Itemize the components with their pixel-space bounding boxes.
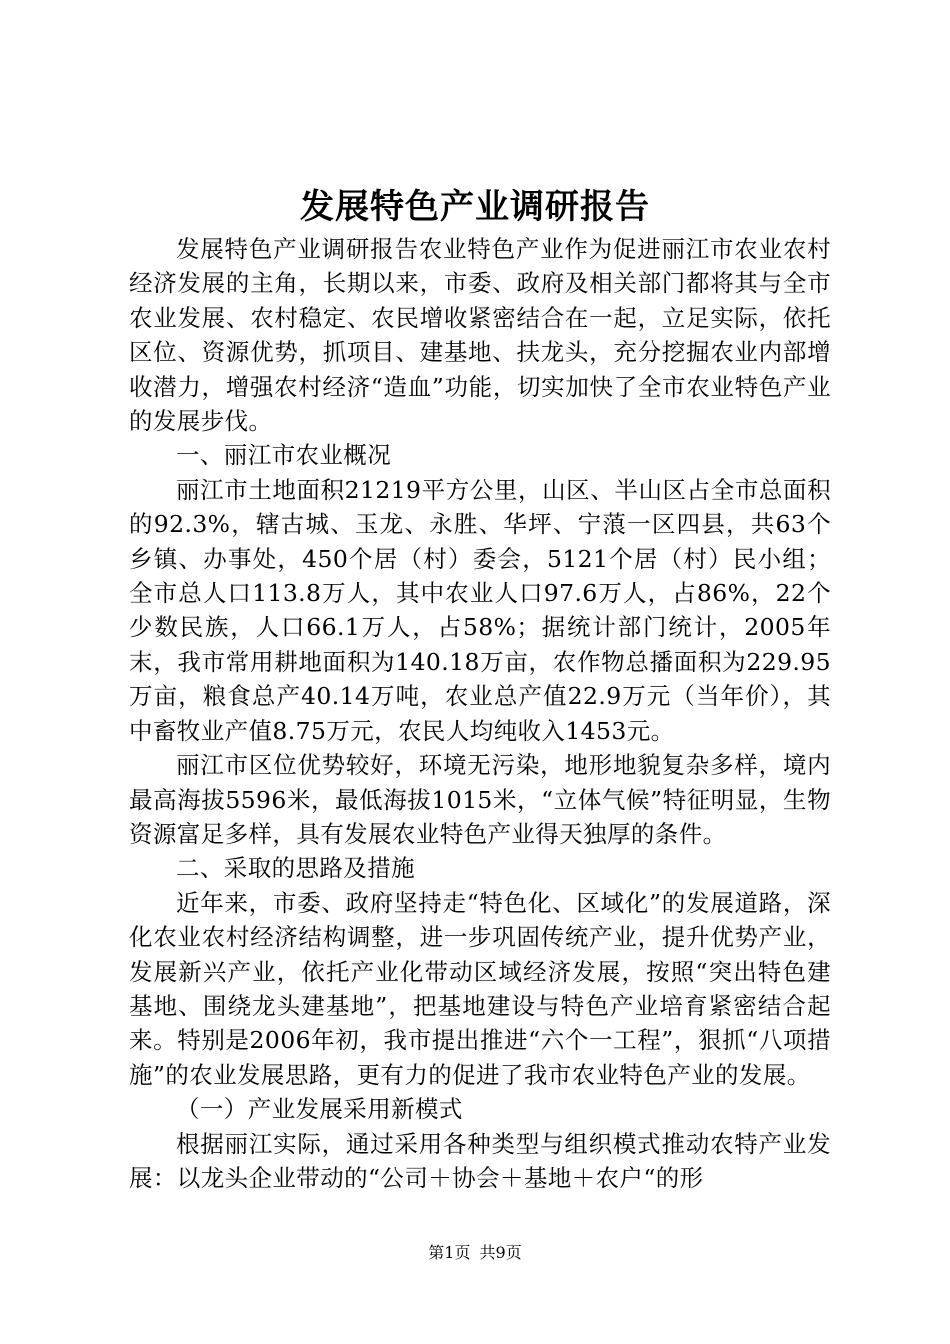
subsection-heading-new-model: （一）产业发展采用新模式 xyxy=(176,1095,463,1124)
section-heading-measures: 二、采取的思路及措施 xyxy=(176,854,415,883)
document-body xyxy=(129,232,831,1195)
paragraph-measures: 近年来，市委、政府坚持走“特色化、区域化”的发展道路，深化农业农村经济结构调整，进一步巩固传统产业，提升优势产业，发展新兴产业，依托产业化带动区域经济发展，按照“突出特色建基地、围绕龙头建基地”，把基地建设与特色产业培育紧密结合起来。特别是2006年初，我市提出推进“六个一工程”，狠抓“八项措施”的农业发展思路，更有力的促进了我市农业特色产业的发展。 xyxy=(129,888,831,1089)
paragraph-intro: 发展特色产业调研报告农业特色产业作为促进丽江市农业农村经济发展的主角，长期以来，市委、政府及相关部门都将其与全市农业发展、农村稳定、农民增收紧密结合在一起，立足实际，依托区位、资源优势，抓项目、建基地、扶龙头，充分挖掘农业内部增收潜力，增强农村经济“造血”功能，切实加快了全市农业特色产业的发展步伐。 xyxy=(129,235,831,436)
document-title: 发展特色产业调研报告 xyxy=(300,187,650,227)
section-heading-overview: 一、丽江市农业概况 xyxy=(176,441,392,470)
page-footer: 第1页 共9页 xyxy=(428,1243,522,1262)
paragraph-overview-location: 丽江市区位优势较好，环境无污染，地形地貌复杂多样，境内最高海拔5596米，最低海拔1015米，“立体气候”特征明显，生物资源富足多样，具有发展农业特色产业得天独厚的条件。 xyxy=(129,751,831,848)
paragraph-new-model: 根据丽江实际，通过采用各种类型与组织模式推动农特产业发展：以龙头企业带动的“公司＋协会＋基地＋农户“的形 xyxy=(129,1129,831,1192)
paragraph-overview-stats: 丽江市土地面积21219平方公里，山区、半山区占全市总面积的92.3%，辖古城、玉龙、永胜、华坪、宁蒗一区四县，共63个乡镇、办事处，450个居（村）委会，5121个居（村）民小组；全市总人口113.8万人，其中农业人口97.6万人，占86%，22个少数民族，人口66.1万人，占58%；据统计部门统计，2005年末，我市常用耕地面积为140.18万亩，农作物总播面积为229.95万亩，粮食总产40.14万吨，农业总产值22.9万元（当年价），其中畜牧业产值8.75万元，农民人均纯收入1453元。 xyxy=(129,475,831,745)
